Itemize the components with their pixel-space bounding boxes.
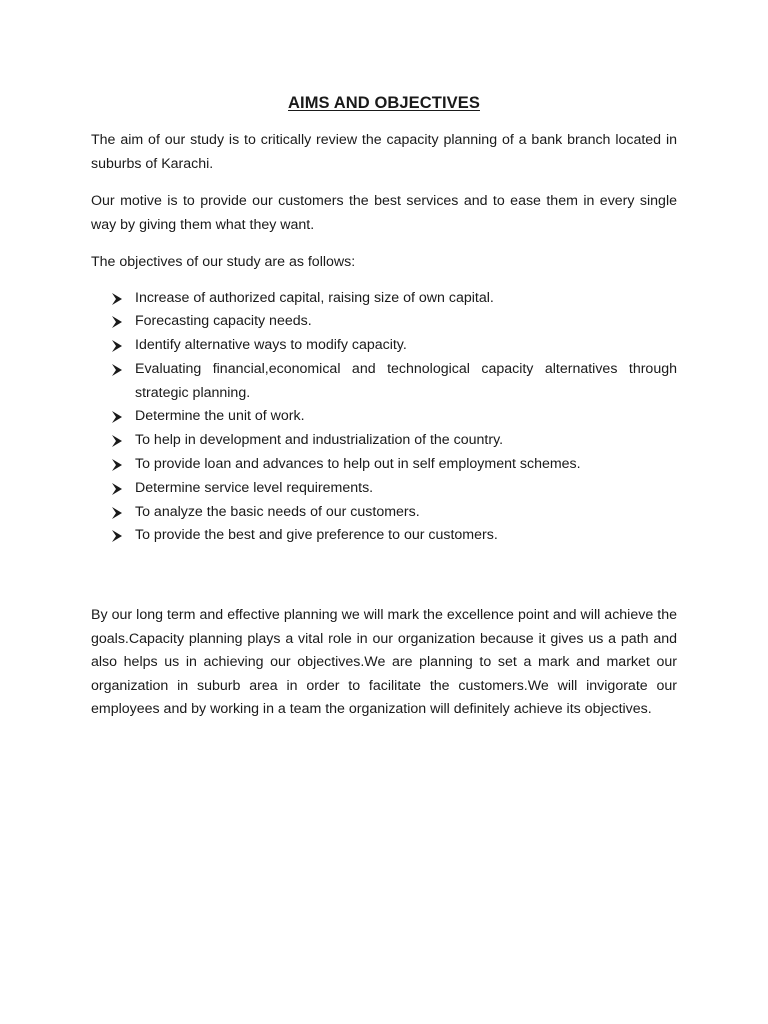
- list-item: [91, 501, 677, 525]
- list-item: [91, 310, 677, 334]
- list-item: [91, 287, 677, 311]
- document-page: [91, 94, 677, 736]
- arrow-right-icon: [111, 435, 123, 447]
- list-item-text: To analyze the basic needs of our customers.: [135, 503, 420, 520]
- list-item-text: Evaluating financial,economical and technological capacity alternatives through strategic planning.: [135, 360, 677, 401]
- list-item-text: To provide the best and give preference to our customers.: [135, 527, 498, 544]
- list-item-text: Determine the unit of work.: [135, 408, 305, 425]
- list-item: [91, 429, 677, 453]
- list-item-text: Increase of authorized capital, raising size of own capital.: [135, 289, 494, 306]
- list-item: [91, 453, 677, 477]
- list-item-text: To provide loan and advances to help out in self employment schemes.: [135, 456, 581, 473]
- arrow-right-icon: [111, 507, 123, 519]
- arrow-right-icon: [111, 411, 123, 423]
- list-item: [91, 524, 677, 548]
- aim-paragraph: The aim of our study is to critically review the capacity planning of a bank branch located in suburbs of Karachi.: [91, 132, 677, 172]
- list-item: [91, 477, 677, 501]
- arrow-right-icon: [111, 483, 123, 495]
- list-item-text: Determine service level requirements.: [135, 479, 374, 496]
- arrow-right-icon: [111, 293, 123, 305]
- objectives-list: [91, 287, 677, 549]
- page-title: AIMS AND OBJECTIVES: [288, 94, 480, 112]
- list-item: [91, 358, 677, 406]
- list-item-text: Identify alternative ways to modify capacity.: [135, 337, 407, 354]
- list-item-text: Forecasting capacity needs.: [135, 313, 312, 330]
- motive-paragraph: Our motive is to provide our customers the best services and to ease them in every single way by giving them what they want.: [91, 193, 677, 233]
- list-item: [91, 334, 677, 358]
- arrow-right-icon: [111, 530, 123, 542]
- objectives-intro: The objectives of our study are as follows:: [91, 254, 356, 270]
- arrow-right-icon: [111, 316, 123, 328]
- list-item: [91, 405, 677, 429]
- arrow-right-icon: [111, 340, 123, 352]
- arrow-right-icon: [111, 459, 123, 471]
- arrow-right-icon: [111, 364, 123, 376]
- list-item-text: To help in development and industrialization of the country.: [135, 432, 504, 449]
- closing-paragraph: By our long term and effective planning we will mark the excellence point and will achieve the goals.Capacity planning plays a vital role in our organization because it gives us a path and also helps us in achieving our objectives.We are planning to set a mark and market our organization in suburb area in order to facilitate the customers.We will invigorate our employees and by working in a team the organization will definitely achieve its objectives.: [91, 607, 677, 718]
